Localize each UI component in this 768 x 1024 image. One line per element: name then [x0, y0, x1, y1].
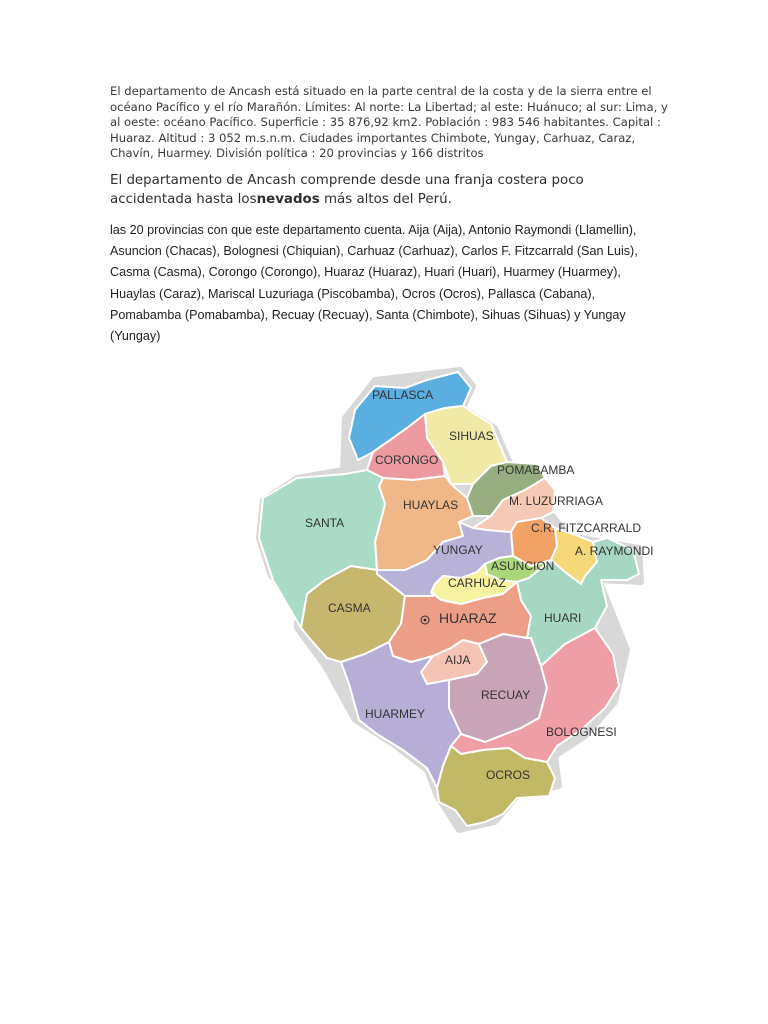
intro-paragraph: El departamento de Ancash está situado en la parte central de la costa y de la sierra entre el océano Pacífico y el río Marañón. Límites: Al norte: La Libertad; al este: Huánuco; al sur: Lima, y al oeste: océano Pacífico. Superficie : 35 876,92 km2. Población : 983 546 habitantes. Capital : Huaraz. Altitud : 3 052 m.s.n.m. Ciudades importantes Chimbote, Yungay, Carhuaz, Caraz, Chavín, Huarmey. División política : 20 provincias y 166 distritos	[110, 84, 668, 160]
label-asuncion: ASUNCION	[491, 559, 555, 573]
label-huarmey: HUARMEY	[365, 707, 426, 721]
label-yungay: YUNGAY	[433, 543, 483, 557]
label-carhuaz: CARHUAZ	[448, 576, 507, 590]
label-corongo: CORONGO	[375, 453, 439, 467]
label-bolognesi: BOLOGNESI	[546, 725, 617, 739]
label-raymondi: A. RAYMONDI	[575, 544, 654, 558]
label-recuay: RECUAY	[481, 688, 531, 702]
ancash-province-map	[255, 366, 655, 836]
label-aija: AIJA	[445, 653, 471, 667]
label-pomabamba: POMABAMBA	[497, 463, 575, 477]
summary-paragraph	[110, 172, 670, 209]
label-sihuas: SIHUAS	[449, 429, 494, 443]
label-fitzcarrald: C.R. FITZCARRALD	[531, 521, 642, 535]
summary-text-end: más altos del Perú.	[319, 191, 452, 207]
label-huari: HUARI	[544, 611, 582, 625]
label-pallasca: PALLASCA	[372, 388, 434, 402]
capital-marker-dot	[424, 619, 427, 622]
label-huaylas: HUAYLAS	[403, 498, 459, 512]
label-luzuriaga: M. LUZURRIAGA	[509, 494, 604, 508]
map-svg	[255, 366, 655, 836]
provinces-paragraph: las 20 provincias con que este departamento cuenta. Aija (Aija), Antonio Raymondi (Llamellin), Asuncion (Chacas), Bolognesi (Chiquian), Carhuaz (Carhuaz), Carlos F. Fitzcarrald (San Luis), Casma (Casma), Corongo (Corongo), Huaraz (Huaraz), Huari (Huari), Huarmey (Huarmey), Huaylas (Caraz), Mariscal Luzuriaga (Piscobamba), Ocros (Ocros), Pallasca (Cabana), Pomabamba (Pomabamba), Recuay (Recuay), Santa (Chimbote), Sihuas (Sihuas) y Yungay (Yungay)	[110, 223, 638, 344]
label-huaraz: HUARAZ	[439, 610, 497, 626]
summary-bold-word: nevados	[256, 191, 320, 207]
label-casma: CASMA	[328, 601, 371, 615]
summary-text-start: El departamento de Ancash comprende desde una franja costera poco accidentada hasta los	[110, 173, 584, 207]
label-ocros: OCROS	[486, 768, 531, 782]
label-santa: SANTA	[305, 516, 345, 530]
